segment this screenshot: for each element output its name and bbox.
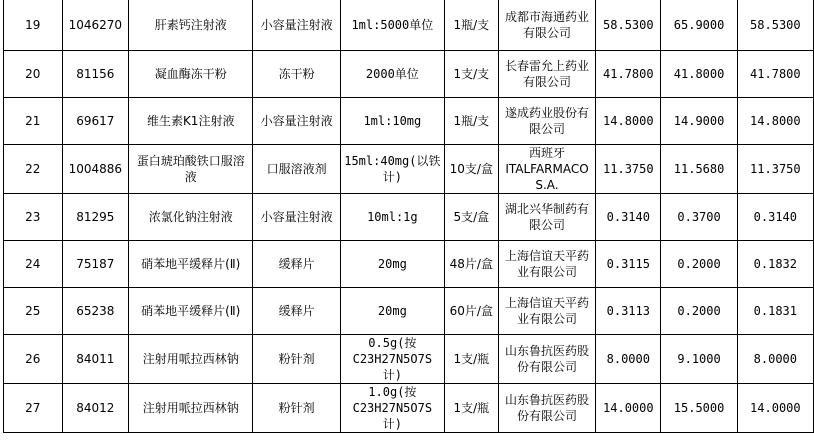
dosage-form-cell: 小容量注射液 (253, 0, 341, 50)
price-2-cell: 9.1000 (661, 334, 737, 383)
packaging-cell: 48片/盒 (444, 240, 498, 287)
dosage-form-cell: 口服溶液剂 (253, 144, 341, 193)
table-row (4, 383, 814, 432)
price-1-cell: 11.3750 (596, 144, 661, 193)
drug-code-cell: 75187 (62, 240, 128, 287)
dosage-form-cell: 粉针剂 (253, 383, 341, 432)
specification-cell: 20mg (340, 287, 444, 334)
manufacturer-cell: 上海信谊天平药业有限公司 (498, 287, 595, 334)
price-1-cell: 0.3140 (596, 193, 661, 240)
manufacturer-cell: 山东鲁抗医药股份有限公司 (498, 383, 595, 432)
price-2-cell: 15.5000 (661, 383, 737, 432)
row-number-cell: 26 (4, 334, 63, 383)
drug-code-cell: 1046270 (62, 0, 128, 50)
drug-code-cell: 81295 (62, 193, 128, 240)
drug-code-cell: 81156 (62, 50, 128, 97)
price-1-cell: 0.3115 (596, 240, 661, 287)
manufacturer-cell: 遂成药业股份有限公司 (498, 97, 595, 144)
specification-cell: 0.5g(按C23H27N5O7S计) (340, 334, 444, 383)
specification-cell: 20mg (340, 240, 444, 287)
drug-name-cell: 维生素K1注射液 (129, 97, 253, 144)
row-number-cell: 24 (4, 240, 63, 287)
table-row (4, 0, 814, 50)
row-number-cell: 20 (4, 50, 63, 97)
price-2-cell: 65.9000 (661, 0, 737, 50)
table-row (4, 50, 814, 97)
price-1-cell: 58.5300 (596, 0, 661, 50)
specification-cell: 1.0g(按C23H27N5O7S计) (340, 383, 444, 432)
packaging-cell: 60片/盒 (444, 287, 498, 334)
price-2-cell: 14.9000 (661, 97, 737, 144)
packaging-cell: 1瓶/支 (444, 97, 498, 144)
price-2-cell: 11.5680 (661, 144, 737, 193)
manufacturer-cell: 湖北兴华制药有限公司 (498, 193, 595, 240)
price-2-cell: 41.8000 (661, 50, 737, 97)
manufacturer-cell: 长春雷允上药业有限公司 (498, 50, 595, 97)
price-3-cell: 11.3750 (737, 144, 813, 193)
row-number-cell: 22 (4, 144, 63, 193)
manufacturer-cell: 山东鲁抗医药股份有限公司 (498, 334, 595, 383)
price-2-cell: 0.2000 (661, 287, 737, 334)
dosage-form-cell: 缓释片 (253, 240, 341, 287)
row-number-cell: 27 (4, 383, 63, 432)
drug-name-cell: 浓氯化钠注射液 (129, 193, 253, 240)
price-1-cell: 14.0000 (596, 383, 661, 432)
row-number-cell: 21 (4, 97, 63, 144)
price-3-cell: 0.3140 (737, 193, 813, 240)
drug-code-cell: 69617 (62, 97, 128, 144)
packaging-cell: 10支/盒 (444, 144, 498, 193)
manufacturer-cell: 上海信谊天平药业有限公司 (498, 240, 595, 287)
price-3-cell: 0.1832 (737, 240, 813, 287)
table-body (4, 0, 814, 432)
row-number-cell: 23 (4, 193, 63, 240)
specification-cell: 15ml:40mg(以铁计) (340, 144, 444, 193)
price-3-cell: 0.1831 (737, 287, 813, 334)
table-row (4, 240, 814, 287)
drug-name-cell: 硝苯地平缓释片(Ⅱ) (129, 287, 253, 334)
price-1-cell: 14.8000 (596, 97, 661, 144)
table-row (4, 144, 814, 193)
dosage-form-cell: 小容量注射液 (253, 97, 341, 144)
dosage-form-cell: 小容量注射液 (253, 193, 341, 240)
drug-code-cell: 65238 (62, 287, 128, 334)
price-2-cell: 0.3700 (661, 193, 737, 240)
drug-name-cell: 硝苯地平缓释片(Ⅱ) (129, 240, 253, 287)
drug-code-cell: 84012 (62, 383, 128, 432)
manufacturer-cell: 西班牙ITALFARMACO S.A. (498, 144, 595, 193)
price-3-cell: 14.0000 (737, 383, 813, 432)
specification-cell: 1ml:5000单位 (340, 0, 444, 50)
specification-cell: 2000单位 (340, 50, 444, 97)
table-row (4, 97, 814, 144)
packaging-cell: 1支/支 (444, 50, 498, 97)
packaging-cell: 1支/瓶 (444, 383, 498, 432)
drug-name-cell: 注射用哌拉西林钠 (129, 334, 253, 383)
price-1-cell: 0.3113 (596, 287, 661, 334)
manufacturer-cell: 成都市海通药业有限公司 (498, 0, 595, 50)
price-3-cell: 41.7800 (737, 50, 813, 97)
drug-price-table (3, 0, 814, 433)
specification-cell: 10ml:1g (340, 193, 444, 240)
table-row (4, 287, 814, 334)
drug-code-cell: 1004886 (62, 144, 128, 193)
price-3-cell: 8.0000 (737, 334, 813, 383)
price-3-cell: 14.8000 (737, 97, 813, 144)
drug-code-cell: 84011 (62, 334, 128, 383)
price-2-cell: 0.2000 (661, 240, 737, 287)
specification-cell: 1ml:10mg (340, 97, 444, 144)
price-1-cell: 41.7800 (596, 50, 661, 97)
table-row (4, 193, 814, 240)
drug-name-cell: 肝素钙注射液 (129, 0, 253, 50)
packaging-cell: 5支/盒 (444, 193, 498, 240)
drug-name-cell: 凝血酶冻干粉 (129, 50, 253, 97)
price-3-cell: 58.5300 (737, 0, 813, 50)
row-number-cell: 25 (4, 287, 63, 334)
dosage-form-cell: 冻干粉 (253, 50, 341, 97)
packaging-cell: 1瓶/支 (444, 0, 498, 50)
packaging-cell: 1支/瓶 (444, 334, 498, 383)
row-number-cell: 19 (4, 0, 63, 50)
drug-name-cell: 蛋白琥珀酸铁口服溶液 (129, 144, 253, 193)
price-1-cell: 8.0000 (596, 334, 661, 383)
table-row (4, 334, 814, 383)
dosage-form-cell: 粉针剂 (253, 334, 341, 383)
dosage-form-cell: 缓释片 (253, 287, 341, 334)
drug-name-cell: 注射用哌拉西林钠 (129, 383, 253, 432)
